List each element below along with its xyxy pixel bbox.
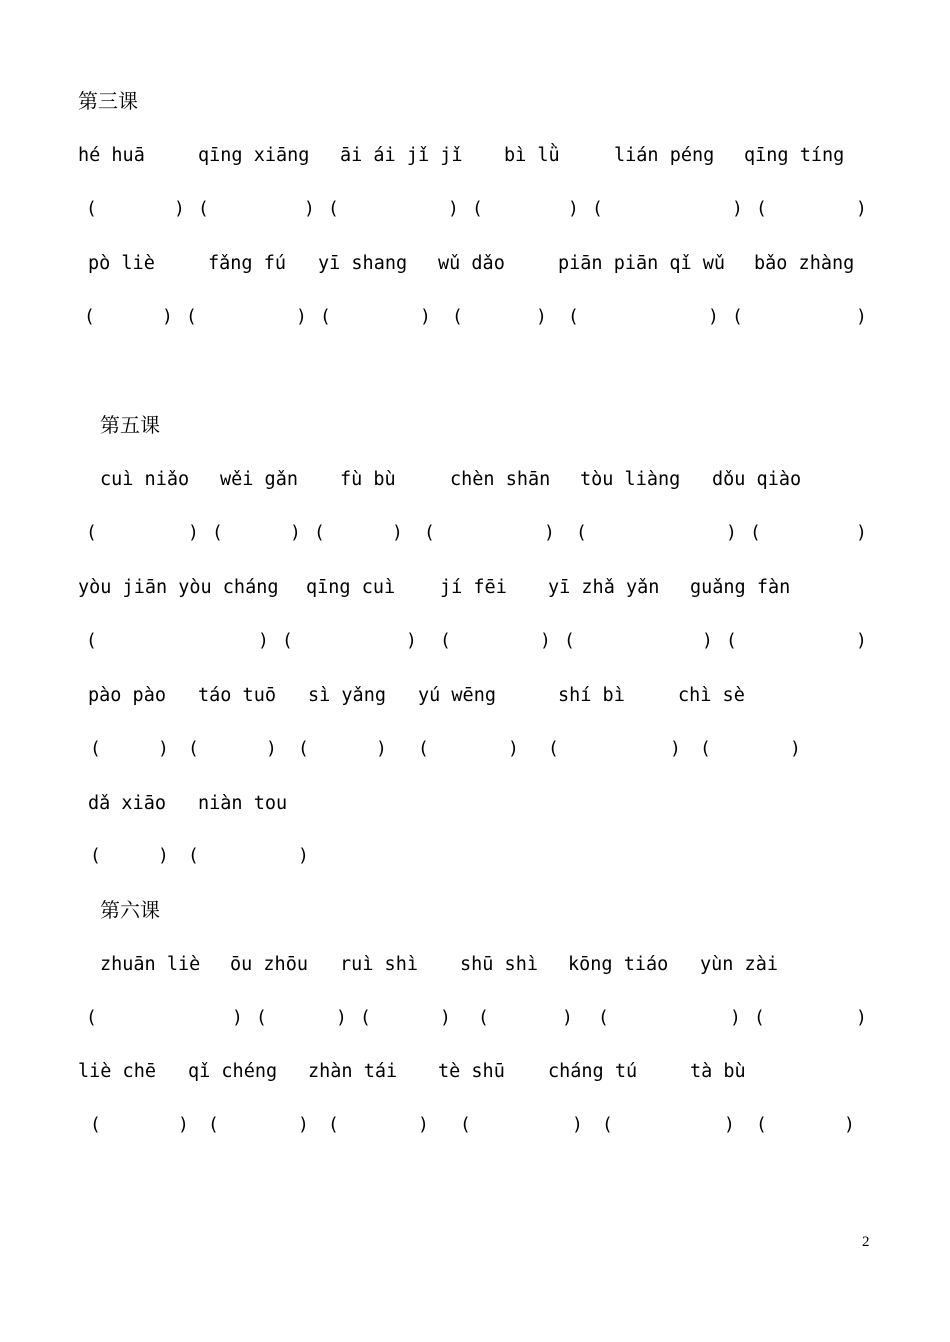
close-bracket: ) (266, 738, 277, 759)
close-bracket: ) (178, 1114, 189, 1135)
pinyin-word: piān piān qǐ wǔ (558, 253, 726, 274)
close-bracket: ) (726, 522, 737, 543)
pinyin-word: zhàn tái (308, 1061, 398, 1082)
pinyin-word: tè shū (438, 1061, 505, 1082)
open-bracket: ( (592, 198, 603, 219)
close-bracket: ) (536, 306, 547, 327)
open-bracket: ( (452, 306, 463, 327)
page-number: 2 (862, 1234, 870, 1250)
close-bracket: ) (420, 306, 431, 327)
open-bracket: ( (86, 1007, 97, 1028)
pinyin-word: pào pào (88, 685, 166, 706)
open-bracket: ( (328, 1114, 339, 1135)
open-bracket: ( (188, 738, 199, 759)
open-bracket: ( (460, 1114, 471, 1135)
open-bracket: ( (298, 738, 309, 759)
close-bracket: ) (296, 306, 307, 327)
close-bracket: ) (158, 738, 169, 759)
pinyin-word: liè chē (78, 1061, 156, 1082)
close-bracket: ) (856, 306, 867, 327)
close-bracket: ) (702, 630, 713, 651)
open-bracket: ( (188, 845, 199, 866)
pinyin-word: wǔ dǎo (438, 253, 505, 274)
pinyin-word: guǎng fàn (690, 577, 791, 598)
open-bracket: ( (478, 1007, 489, 1028)
pinyin-word: bǎo zhàng (754, 253, 855, 274)
close-bracket: ) (790, 738, 801, 759)
open-bracket: ( (90, 1114, 101, 1135)
close-bracket: ) (392, 522, 403, 543)
pinyin-word: cháng tú (548, 1061, 638, 1082)
open-bracket: ( (320, 306, 331, 327)
close-bracket: ) (448, 198, 459, 219)
pinyin-word: tòu liàng (580, 469, 681, 490)
open-bracket: ( (440, 630, 451, 651)
open-bracket: ( (86, 630, 97, 651)
close-bracket: ) (162, 306, 173, 327)
close-bracket: ) (572, 1114, 583, 1135)
pinyin-word: pò liè (88, 253, 155, 274)
open-bracket: ( (424, 522, 435, 543)
close-bracket: ) (856, 522, 867, 543)
close-bracket: ) (844, 1114, 855, 1135)
close-bracket: ) (508, 738, 519, 759)
open-bracket: ( (360, 1007, 371, 1028)
close-bracket: ) (406, 630, 417, 651)
close-bracket: ) (232, 1007, 243, 1028)
pinyin-word: ruì shì (340, 954, 418, 975)
close-bracket: ) (376, 738, 387, 759)
pinyin-word: fǎng fú (208, 253, 286, 274)
open-bracket: ( (256, 1007, 267, 1028)
close-bracket: ) (440, 1007, 451, 1028)
close-bracket: ) (708, 306, 719, 327)
close-bracket: ) (544, 522, 555, 543)
close-bracket: ) (298, 845, 309, 866)
pinyin-word: āi ái jǐ jǐ (340, 145, 463, 166)
pinyin-word: dǎ xiāo (88, 793, 166, 814)
pinyin-word: wěi gǎn (220, 469, 298, 490)
close-bracket: ) (188, 522, 199, 543)
close-bracket: ) (174, 198, 185, 219)
lesson-title: 第六课 (100, 898, 160, 922)
close-bracket: ) (418, 1114, 429, 1135)
pinyin-word: chèn shān (450, 469, 551, 490)
open-bracket: ( (564, 630, 575, 651)
pinyin-word: yú wēng (418, 685, 496, 706)
pinyin-word: fù bù (340, 469, 396, 490)
open-bracket: ( (328, 198, 339, 219)
pinyin-word: kōng tiáo (568, 954, 669, 975)
pinyin-word: chì sè (678, 685, 745, 706)
open-bracket: ( (548, 738, 559, 759)
open-bracket: ( (84, 306, 95, 327)
pinyin-word: hé huā (78, 145, 145, 166)
pinyin-word: zhuān liè (100, 954, 201, 975)
close-bracket: ) (568, 198, 579, 219)
close-bracket: ) (732, 198, 743, 219)
pinyin-word: qīng cuì (306, 577, 396, 598)
pinyin-word: jí fēi (440, 577, 507, 598)
open-bracket: ( (754, 1007, 765, 1028)
open-bracket: ( (198, 198, 209, 219)
open-bracket: ( (598, 1007, 609, 1028)
pinyin-word: tà bù (690, 1061, 746, 1082)
pinyin-word: shí bì (558, 685, 625, 706)
open-bracket: ( (212, 522, 223, 543)
pinyin-word: táo tuō (198, 685, 276, 706)
pinyin-word: cuì niǎo (100, 469, 190, 490)
close-bracket: ) (856, 630, 867, 651)
close-bracket: ) (290, 522, 301, 543)
open-bracket: ( (756, 1114, 767, 1135)
close-bracket: ) (562, 1007, 573, 1028)
close-bracket: ) (724, 1114, 735, 1135)
close-bracket: ) (158, 845, 169, 866)
lesson-title: 第五课 (100, 413, 160, 437)
pinyin-word: dǒu qiào (712, 469, 802, 490)
lesson-title: 第三课 (78, 89, 138, 113)
open-bracket: ( (576, 522, 587, 543)
close-bracket: ) (258, 630, 269, 651)
pinyin-word: yī shang (318, 253, 408, 274)
open-bracket: ( (756, 198, 767, 219)
close-bracket: ) (298, 1114, 309, 1135)
pinyin-word: qǐ chéng (188, 1061, 278, 1082)
pinyin-word: qīng xiāng (198, 145, 310, 166)
pinyin-word: qīng tíng (744, 145, 845, 166)
open-bracket: ( (90, 738, 101, 759)
close-bracket: ) (730, 1007, 741, 1028)
open-bracket: ( (700, 738, 711, 759)
open-bracket: ( (472, 198, 483, 219)
open-bracket: ( (602, 1114, 613, 1135)
close-bracket: ) (540, 630, 551, 651)
pinyin-word: bì lǜ (504, 145, 560, 166)
open-bracket: ( (86, 198, 97, 219)
pinyin-word: lián péng (614, 145, 715, 166)
open-bracket: ( (418, 738, 429, 759)
open-bracket: ( (732, 306, 743, 327)
pinyin-word: yùn zài (700, 954, 778, 975)
close-bracket: ) (670, 738, 681, 759)
open-bracket: ( (282, 630, 293, 651)
pinyin-word: yī zhǎ yǎn (548, 577, 660, 598)
pinyin-word: shū shì (460, 954, 538, 975)
open-bracket: ( (750, 522, 761, 543)
pinyin-word: ōu zhōu (230, 954, 308, 975)
close-bracket: ) (856, 1007, 867, 1028)
close-bracket: ) (856, 198, 867, 219)
open-bracket: ( (186, 306, 197, 327)
open-bracket: ( (208, 1114, 219, 1135)
pinyin-word: niàn tou (198, 793, 288, 814)
open-bracket: ( (86, 522, 97, 543)
open-bracket: ( (568, 306, 579, 327)
open-bracket: ( (90, 845, 101, 866)
open-bracket: ( (314, 522, 325, 543)
open-bracket: ( (726, 630, 737, 651)
pinyin-word: sì yǎng (308, 685, 386, 706)
pinyin-word: yòu jiān yòu cháng (78, 577, 279, 598)
close-bracket: ) (336, 1007, 347, 1028)
close-bracket: ) (304, 198, 315, 219)
